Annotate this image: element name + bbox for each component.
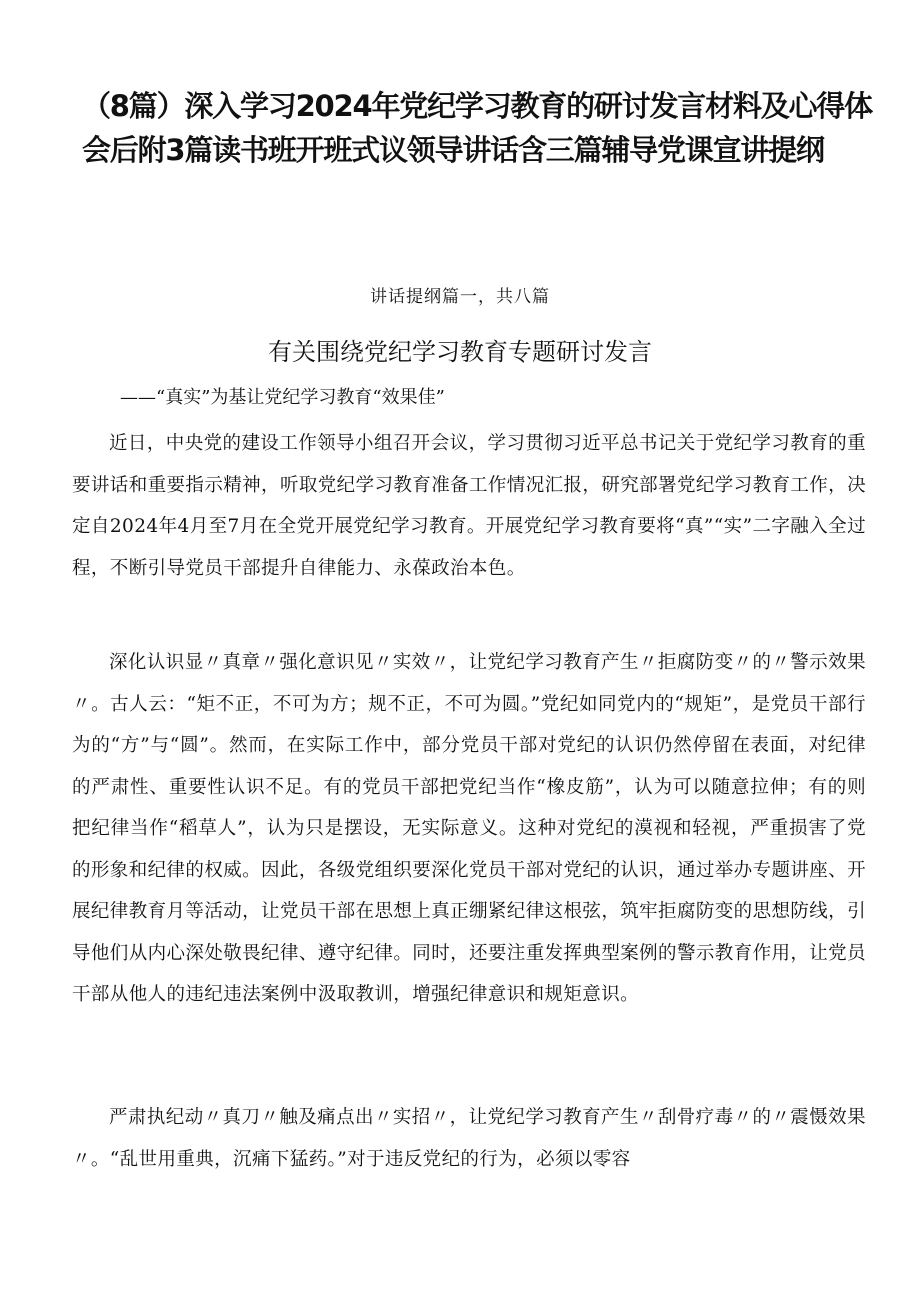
speech-subtitle: ——“真实”为基让党纪学习教育“效果佳” [120, 387, 445, 408]
body-paragraph-1: 近日，中央党的建设工作领导小组召开会议，学习贯彻习近平总书记关于党纪学习教育的重要讲话和重要指示精神，听取党纪学习教育准备工作情况汇报，研究部署党纪学习教育工作，决定自2024年4月至7月在全党开展党纪学习教育。开展党纪学习教育要将“真”“实”二字融入全过程，不断引导党员干部提升自律能力、永葆政治本色。 [72, 433, 866, 579]
speech-title: 有关围绕党纪学习教育专题研讨发言 [268, 338, 652, 366]
section-label: 讲话提纲篇一，共八篇 [370, 287, 550, 307]
body-paragraph-2: 深化认识显〃真章〃强化意识见〃实效〃，让党纪学习教育产生〃拒腐防变〃的〃警示效果〃。古人云：“矩不正，不可为方；规不正，不可为圆。”党纪如同党内的“规矩”，是党员干部行为的“方”与“圆”。然而，在实际工作中，部分党员干部对党纪的认识仍然停留在表面，对纪律的严肃性、重要性认识不足。有的党员干部把党纪当作“橡皮筋”，认为可以随意拉伸；有的则把纪律当作“稻草人”，认为只是摆设，无实际意义。这种对党纪的漠视和轻视，严重损害了党的形象和纪律的权威。因此，各级党组织要深化党员干部对党纪的认识，通过举办专题讲座、开展纪律教育月等活动，让党员干部在思想上真正绷紧纪律这根弦，筑牢拒腐防变的思想防线，引导他们从内心深处敬畏纪律、遵守纪律。同时，还要注重发挥典型案例的警示教育作用，让党员干部从他人的违纪违法案例中汲取教训，增强纪律意识和规矩意识。 [72, 652, 866, 1005]
body-paragraph-3: 严肃执纪动〃真刀〃触及痛点出〃实招〃，让党纪学习教育产生〃刮骨疗毒〃的〃震慑效果〃。“乱世用重典，沉痛下猛药。”对于违反党纪的行为，必须以零容 [72, 1107, 866, 1170]
document-title: （8篇）深入学习2024年党纪学习教育的研讨发言材料及心得体会后附3篇读书班开班式议领导讲话含三篇辅导党课宣讲提纲 [82, 89, 872, 167]
